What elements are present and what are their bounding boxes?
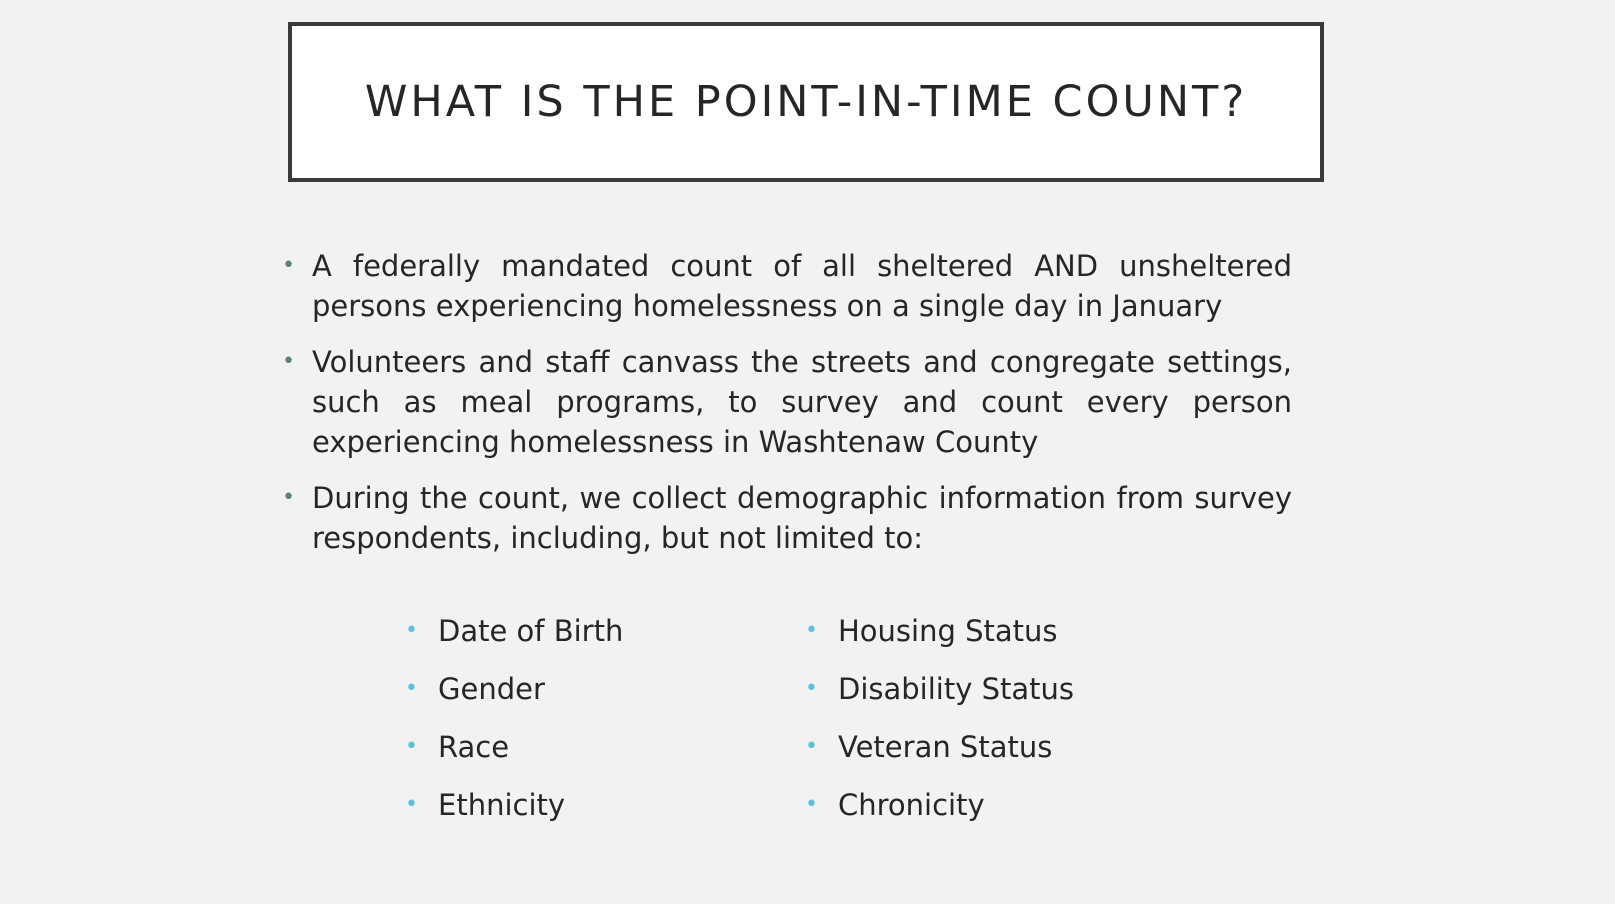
demographic-item: [805, 602, 1125, 660]
sub-bullet-dot-icon: •: [405, 676, 418, 701]
demographic-item: [405, 718, 725, 776]
demographic-label: Disability Status: [838, 672, 1075, 706]
bullet-dot-icon: •: [282, 485, 295, 510]
main-bullet-list: [280, 246, 1292, 574]
demographic-item: [805, 660, 1125, 718]
bullet-dot-icon: •: [282, 253, 295, 278]
demographic-label: Housing Status: [838, 614, 1058, 648]
bullet-item: [280, 478, 1292, 558]
bullet-text: A federally mandated count of all sheltered AND unsheltered persons experiencing homelessness on a single day in January: [312, 249, 1292, 323]
sub-bullet-dot-icon: •: [805, 734, 818, 759]
demographics-list-left: [405, 602, 725, 834]
sub-bullet-dot-icon: •: [805, 792, 818, 817]
demographics-list-right: [805, 602, 1125, 834]
demographic-item: [805, 776, 1125, 834]
demographic-item: [405, 602, 725, 660]
demographic-label: Chronicity: [838, 788, 985, 822]
demographic-item: [405, 776, 725, 834]
bullet-text: Volunteers and staff canvass the streets and congregate settings, such as meal programs, to survey and count every person experiencing homelessness in Washtenaw County: [312, 345, 1292, 459]
demographic-item: [805, 718, 1125, 776]
sub-bullet-dot-icon: •: [805, 618, 818, 643]
bullet-text: During the count, we collect demographic information from survey respondents, including, but not limited to:: [312, 481, 1292, 555]
slide-title-box: [288, 22, 1324, 182]
demographic-label: Gender: [438, 672, 545, 706]
bullet-item: [280, 342, 1292, 462]
sub-bullet-dot-icon: •: [805, 676, 818, 701]
bullet-dot-icon: •: [282, 349, 295, 374]
sub-bullet-dot-icon: •: [405, 734, 418, 759]
demographic-label: Ethnicity: [438, 788, 566, 822]
demographic-label: Date of Birth: [438, 614, 624, 648]
sub-bullet-dot-icon: •: [405, 792, 418, 817]
demographic-label: Veteran Status: [838, 730, 1053, 764]
demographic-label: Race: [438, 730, 510, 764]
bullet-item: [280, 246, 1292, 326]
slide-title: WHAT IS THE POINT-IN-TIME COUNT?: [364, 77, 1248, 127]
sub-bullet-dot-icon: •: [405, 618, 418, 643]
demographic-item: [405, 660, 725, 718]
